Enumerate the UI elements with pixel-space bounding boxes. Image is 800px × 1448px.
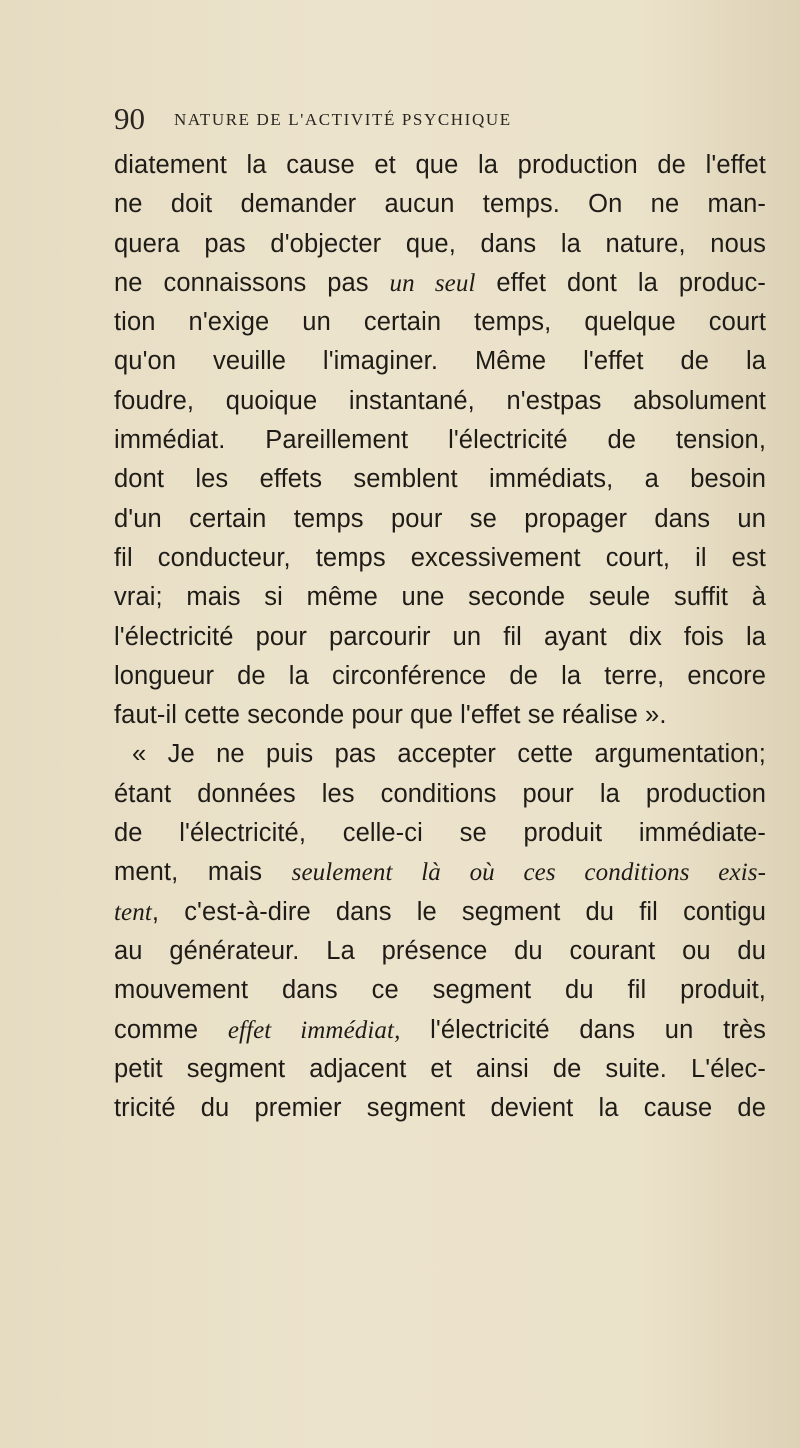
text-line: quera pas d'objecter que, dans la nature, nous (114, 229, 766, 258)
text-line: tricité du premier segment devient la cause de (114, 1094, 766, 1123)
text-line: immédiat. Pareillement l'électricité de tension, (114, 426, 766, 455)
text-line: au générateur. La présence du courant ou du (114, 936, 766, 965)
text-line (114, 893, 766, 932)
italic-text-segment: un seul (389, 269, 476, 297)
text-line: de l'électricité, celle-ci se produit immédiate- (114, 819, 766, 848)
text-line: petit segment adjacent et ainsi de suite. L'élec- (114, 1054, 766, 1083)
text-line: étant données les conditions pour la production (114, 779, 766, 808)
text-segment: comme (114, 1015, 228, 1044)
text-line: tion n'exige un certain temps, quelque court (114, 308, 766, 337)
text-line: dont les effets semblent immédiats, a besoin (114, 465, 766, 494)
text-line: mouvement dans ce segment du fil produit, (114, 976, 766, 1005)
running-head: NATURE DE L'ACTIVITÉ PSYCHIQUE (174, 110, 512, 129)
text-segment: effet dont la produc- (475, 268, 767, 297)
text-segment: ne connaissons pas (114, 268, 390, 297)
text-line: faut-il cette seconde pour que l'effet se réalise ». (114, 701, 667, 730)
text-line: foudre, quoique instantané, n'estpas absolument (114, 386, 766, 415)
text-line: l'électricité pour parcourir un fil ayant dix fois la (114, 622, 766, 651)
text-line: d'un certain temps pour se propager dans un (114, 504, 766, 533)
text-line: longueur de la circonférence de la terre, encore (114, 661, 766, 690)
italic-text-segment: effet immédiat, (227, 1016, 401, 1044)
text-line (114, 853, 766, 892)
text-line (114, 264, 766, 303)
text-line: fil conducteur, temps excessivement court, il est (114, 543, 766, 572)
body-text (114, 146, 766, 1128)
text-line (114, 1011, 766, 1050)
italic-text-segment: tent (114, 898, 152, 926)
text-segment: l'électricité dans un très (400, 1015, 766, 1044)
text-line: ne doit demander aucun temps. On ne man- (114, 190, 766, 219)
text-segment: , c'est-à-dire dans le segment du fil contigu (151, 897, 766, 926)
text-line: qu'on veuille l'imaginer. Même l'effet de la (114, 347, 766, 376)
page-header (114, 98, 764, 138)
text-segment: ment, mais (114, 858, 292, 887)
text-line: diatement la cause et que la production de l'effet (114, 151, 766, 179)
page-number: 90 (114, 101, 145, 136)
text-line: « Je ne puis pas accepter cette argumentation; (132, 740, 766, 769)
text-line: vrai; mais si même une seconde seule suffit à (114, 583, 766, 612)
italic-text-segment: seulement là où ces conditions exis- (291, 859, 766, 887)
